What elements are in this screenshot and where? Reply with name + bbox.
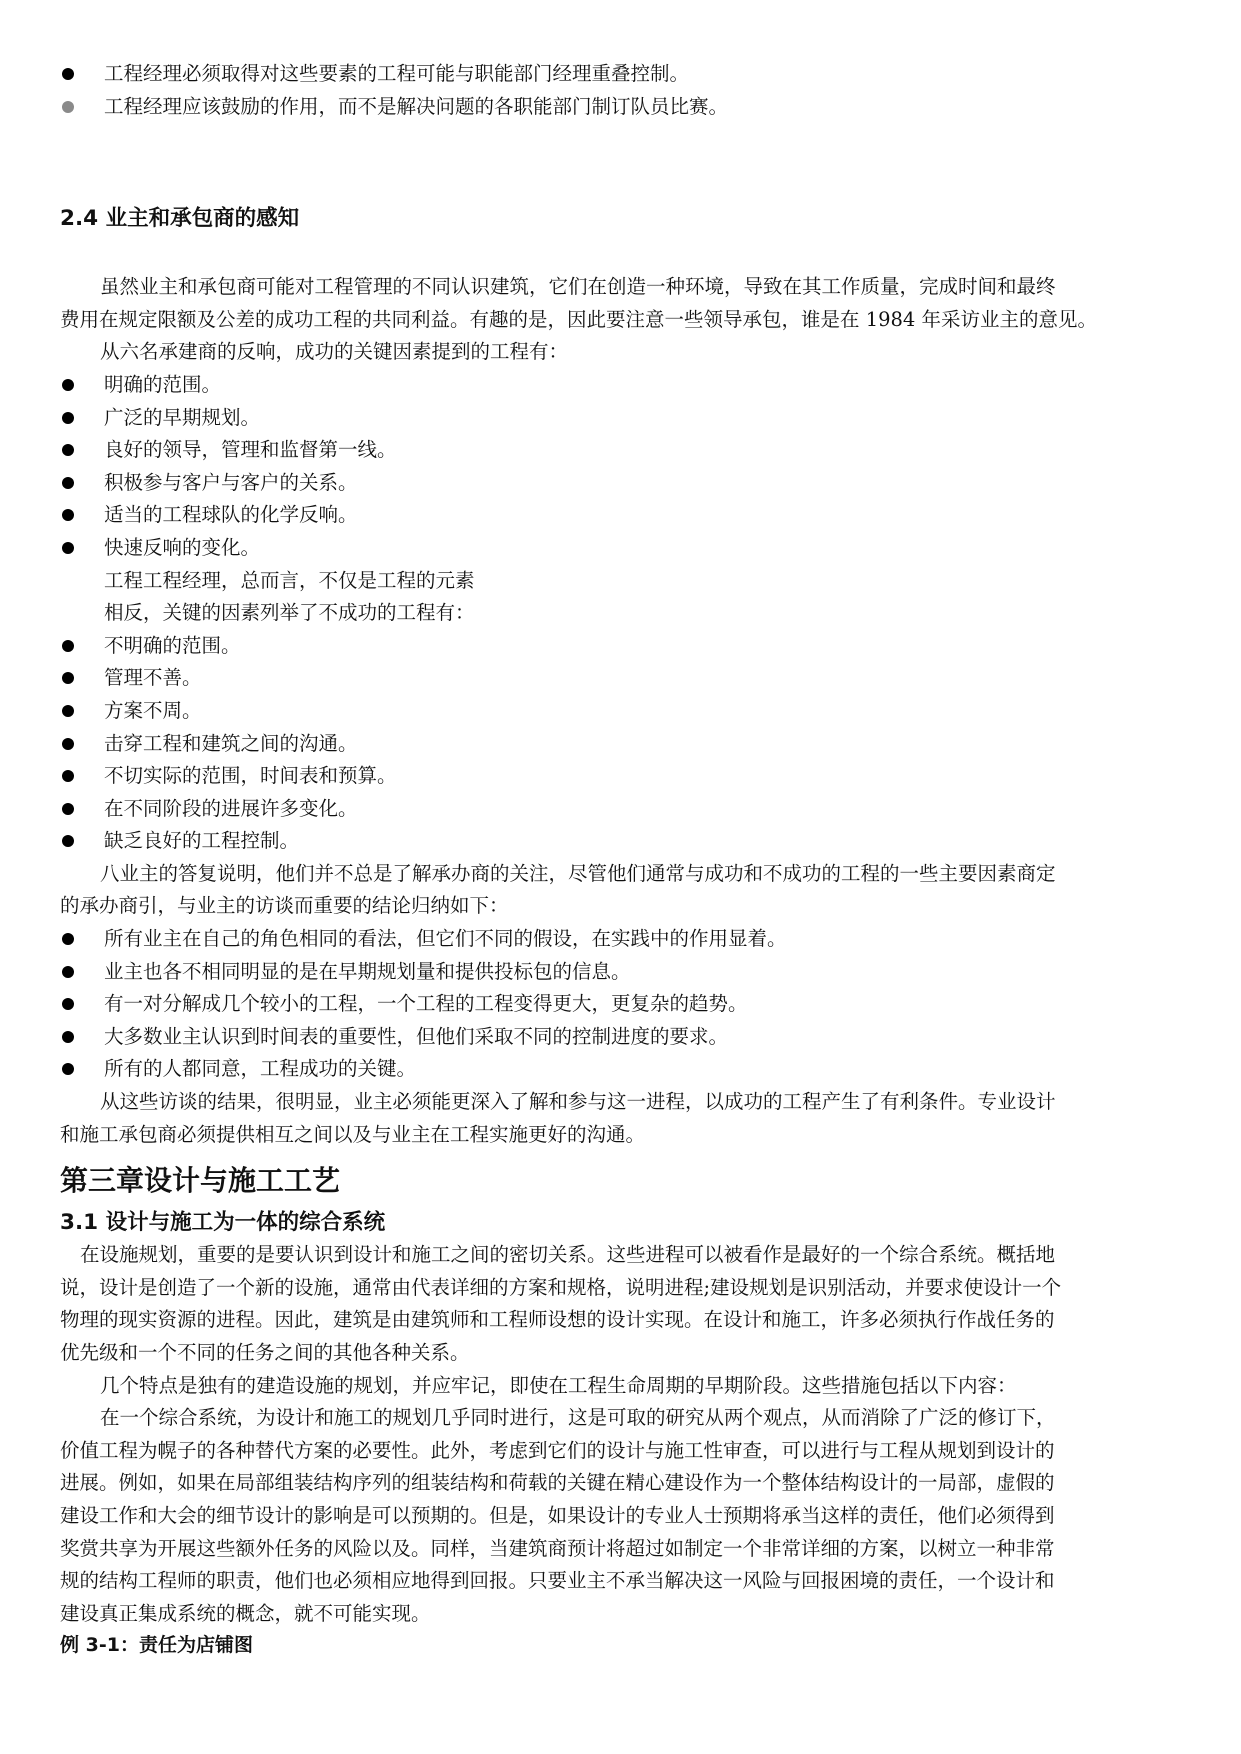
bullet-icon [62,542,74,554]
list-item-text: 大多数业主认识到时间表的重要性，但他们采取不同的控制进度的要求。 [104,1024,729,1048]
list-item [60,402,1190,435]
section-heading: 2.4 业主和承包商的感知 [60,206,300,232]
bullet-icon [62,966,74,978]
success-intro: 从六名承建商的反响，成功的关键因素提到的工程有： [100,340,569,364]
page-content [60,58,1190,1660]
bullet-icon [62,933,74,945]
manager-note: 工程工程经理，总而言，不仅是工程的元素 [104,568,475,592]
bullet-icon [62,998,74,1010]
chapter-title: 第三章设计与施工工艺 [60,1164,341,1198]
paragraph-line: 奖赏共享为开展这些额外任务的风险以及。同样，当建筑商预计将超过如制定一个非常详细的方案，以树立一种非常 [60,1536,1055,1560]
list-item-text: 方案不周。 [104,698,202,722]
list-item [60,630,1190,663]
list-item [60,532,1190,565]
list-item-text: 广泛的早期规划。 [104,405,261,429]
list-item-text: 不切实际的范围，时间表和预算。 [104,764,397,788]
list-item [60,91,1190,124]
paragraph-line: 和施工承包商必须提供相互之间以及与业主在工程实施更好的沟通。 [60,1122,646,1146]
list-item-text: 快速反响的变化。 [104,535,261,559]
bullet-icon [62,672,74,684]
bullet-icon [62,705,74,717]
bullet-icon [62,770,74,782]
list-item [60,499,1190,532]
paragraph-line: 费用在规定限额及公差的成功工程的共同利益。有趣的是，因此要注意一些领导承包，谁是在 1984 年采访业主的意见。 [60,307,1098,331]
list-item [60,662,1190,695]
bullet-icon [62,444,74,456]
list-item-text: 所有的人都同意，工程成功的关键。 [104,1057,417,1081]
paragraph-line: 规的结构工程师的职责，他们也必须相应地得到回报。只要业主不承当解决这一风险与回报困境的责任，一个设计和 [60,1569,1055,1593]
paragraph-line: 价值工程为幌子的各种替代方案的必要性。此外，考虑到它们的设计与施工性审查，可以进行与工程从规划到设计的 [60,1438,1055,1462]
list-item-text: 管理不善。 [104,666,202,690]
paragraph-line: 在一个综合系统，为设计和施工的规划几乎同时进行，这是可取的研究从两个观点，从而消除了广泛的修订下， [100,1406,1056,1430]
list-item-text: 工程经理应该鼓励的作用，而不是解决问题的各职能部门制订队员比赛。 [104,94,729,118]
paragraph-line: 在设施规划，重要的是要认识到设计和施工之间的密切关系。这些进程可以被看作是最好的一个综合系统。概括地 [80,1243,1056,1267]
bullet-icon [62,1063,74,1075]
list-item-text: 良好的领导，管理和监督第一线。 [104,438,397,462]
bullet-icon [62,803,74,815]
paragraph-line: 说，设计是创造了一个新的设施，通常由代表详细的方案和规格，说明进程;建设规划是识别活动，并要求使设计一个 [60,1275,1062,1299]
bullet-icon [62,101,74,113]
paragraph-line: 虽然业主和承包商可能对工程管理的不同认识建筑，它们在创造一种环境，导致在其工作质量，完成时间和最终 [100,275,1056,299]
bullet-icon [62,738,74,750]
list-item-text: 所有业主在自己的角色相同的看法，但它们不同的假设，在实践中的作用显着。 [104,927,787,951]
bullet-icon [62,68,74,80]
failure-intro: 相反，关键的因素列举了不成功的工程有： [104,601,475,625]
paragraph-line: 的承办商引，与业主的访谈而重要的结论归纳如下： [60,894,509,918]
list-item-text: 工程经理必须取得对这些要素的工程可能与职能部门经理重叠控制。 [104,62,690,85]
bullet-icon [62,412,74,424]
list-item [60,728,1190,761]
list-item [60,58,1190,91]
list-item-text: 积极参与客户与客户的关系。 [104,470,358,494]
bullet-icon [62,1031,74,1043]
list-item [60,1053,1190,1086]
paragraph-line: 八业主的答复说明，他们并不总是了解承办商的关注，尽管他们通常与成功和不成功的工程的一些主要因素商定 [100,861,1056,885]
paragraph-line: 从这些访谈的结果，很明显，业主必须能更深入了解和参与这一进程，以成功的工程产生了有利条件。专业设计 [100,1090,1056,1114]
list-item [60,793,1190,826]
section-heading: 3.1 设计与施工为一体的综合系统 [60,1210,386,1236]
list-item-text: 缺乏良好的工程控制。 [104,829,300,853]
list-item [60,988,1190,1021]
list-item [60,434,1190,467]
bullet-icon [62,835,74,847]
list-item [60,467,1190,500]
paragraph-line: 进展。例如，如果在局部组装结构序列的组装结构和荷载的关键在精心建设作为一个整体结构设计的一局部，虚假的 [60,1471,1055,1495]
bullet-icon [62,640,74,652]
list-item-text: 不明确的范围。 [104,633,241,657]
list-item-text: 击穿工程和建筑之间的沟通。 [104,731,358,755]
paragraph-line: 建设真正集成系统的概念，就不可能实现。 [60,1601,431,1625]
list-item [60,760,1190,793]
list-item [60,923,1190,956]
list-item-text: 有一对分解成几个较小的工程，一个工程的工程变得更大，更复杂的趋势。 [104,992,748,1016]
list-item-text: 适当的工程球队的化学反响。 [104,503,358,527]
list-item [60,1021,1190,1054]
bullet-icon [62,509,74,521]
list-item-text: 明确的范围。 [104,372,222,396]
list-item [60,956,1190,989]
paragraph-line: 几个特点是独有的建造设施的规划，并应牢记，即使在工程生命周期的早期阶段。这些措施包括以下内容： [100,1373,1017,1397]
bullet-icon [62,379,74,391]
example-label: 例 3-1：责任为店铺图 [60,1634,253,1657]
list-item [60,695,1190,728]
list-item [60,825,1190,858]
paragraph-line: 物理的现实资源的进程。因此，建筑是由建筑师和工程师设想的设计实现。在设计和施工，许多必须执行作战任务的 [60,1308,1055,1332]
paragraph-line: 建设工作和大会的细节设计的影响是可以预期的。但是，如果设计的专业人士预期将承当这样的责任，他们必须得到 [60,1503,1055,1527]
list-item-text: 业主也各不相同明显的是在早期规划量和提供投标包的信息。 [104,959,631,983]
paragraph-line: 优先级和一个不同的任务之间的其他各种关系。 [60,1341,470,1364]
list-item-text: 在不同阶段的进展许多变化。 [104,796,358,820]
bullet-icon [62,477,74,489]
list-item [60,369,1190,402]
